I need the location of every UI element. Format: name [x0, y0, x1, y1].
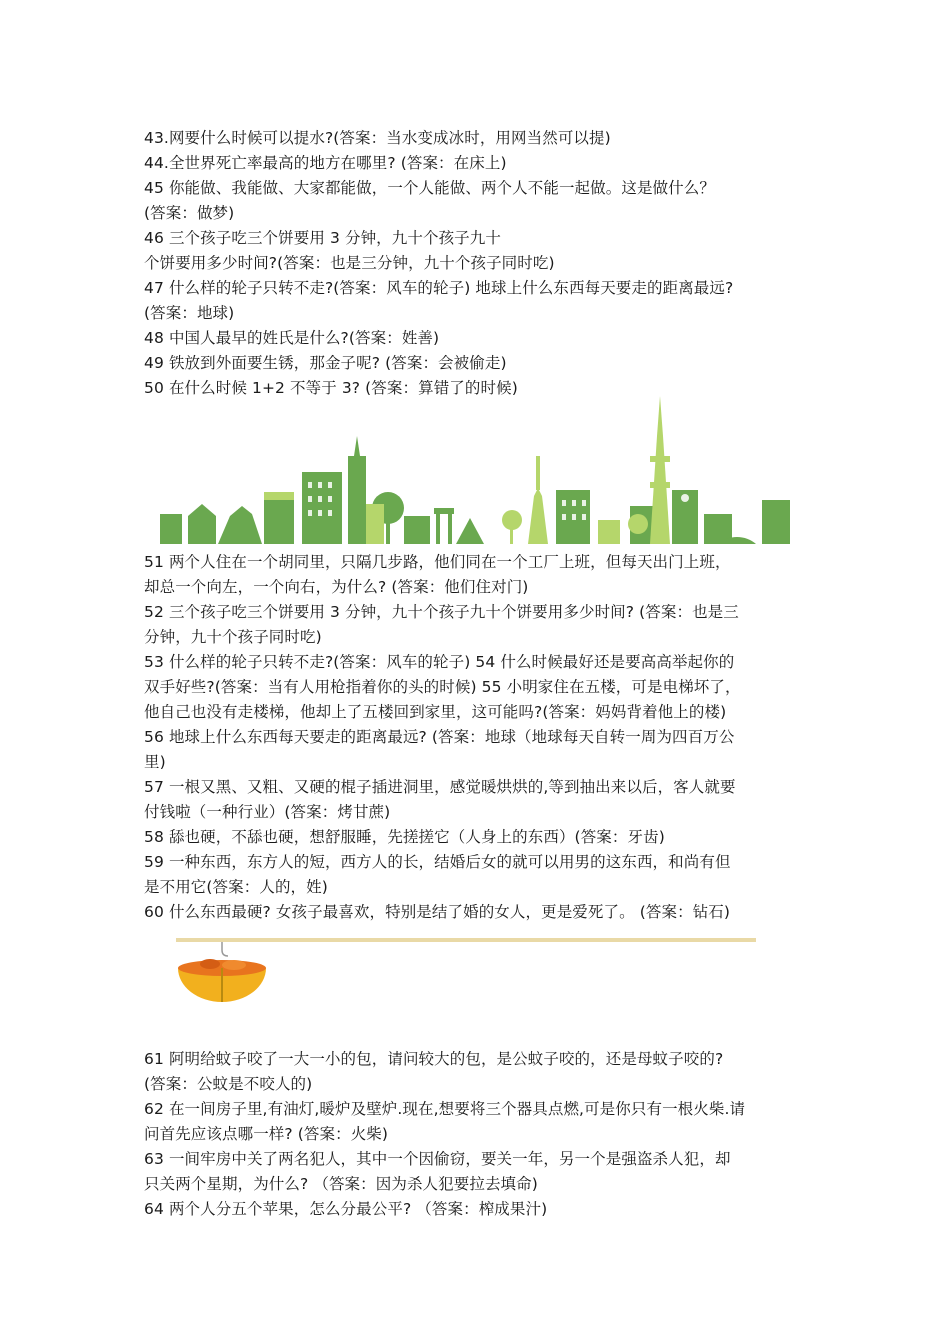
- riddle-line: 付钱啦（一种行业）(答案：烤甘蔗): [144, 803, 391, 821]
- city-skyline-illustration: [152, 396, 804, 544]
- riddle-line: 56 地球上什么东西每天要走的距离最远? (答案：地球（地球每天自转一周为四百万公: [144, 728, 735, 746]
- riddle-line: 51 两个人住在一个胡同里，只隔几步路，他们同在一个工厂上班，但每天出门上班，: [144, 553, 731, 571]
- riddle-line: 52 三个孩子吃三个饼要用 3 分钟，九十个孩子九十个饼要用多少时间? (答案：也是三: [144, 603, 739, 621]
- riddle-line: 61 阿明给蚊子咬了一大一小的包，请问较大的包，是公蚊子咬的，还是母蚊子咬的?: [144, 1050, 724, 1068]
- riddle-line: 45 你能做、我能做、大家都能做，一个人能做、两个人不能一起做。这是做什么？: [144, 179, 715, 197]
- riddle-line: 个饼要用多少时间?(答案：也是三分钟，九十个孩子同时吃): [144, 254, 555, 272]
- riddle-line: (答案：地球): [144, 304, 235, 322]
- riddle-line: 50 在什么时候 1+2 不等于 3? (答案：算错了的时候): [144, 379, 518, 397]
- riddle-line: 62 在一间房子里,有油灯,暖炉及壁炉.现在,想要将三个器具点燃,可是你只有一根火柴.请: [144, 1100, 746, 1118]
- riddle-line: 57 一根又黑、又粗、又硬的棍子插进洞里，感觉暖烘烘的,等到抽出来以后，客人就要: [144, 778, 736, 796]
- riddle-line: 64 两个人分五个苹果，怎么分最公平? （答案：榨成果汁): [144, 1200, 548, 1218]
- riddle-line: 47 什么样的轮子只转不走?(答案：风车的轮子) 地球上什么东西每天要走的距离最远?: [144, 279, 734, 297]
- umbrella-divider-illustration: [170, 930, 770, 1006]
- riddle-line: 58 舔也硬，不舔也硬，想舒服睡，先搓搓它（人身上的东西）(答案：牙齿): [144, 828, 665, 846]
- riddle-line: (答案：公蚊是不咬人的): [144, 1075, 313, 1093]
- riddle-line: 59 一种东西，东方人的短，西方人的长，结婚后女的就可以用男的这东西，和尚有但: [144, 853, 731, 871]
- riddle-line: 53 什么样的轮子只转不走?(答案：风车的轮子) 54 什么时候最好还是要高高举起你的: [144, 653, 735, 671]
- riddle-line: 44.全世界死亡率最高的地方在哪里? (答案：在床上): [144, 154, 507, 172]
- riddle-line: 只关两个星期，为什么? （答案：因为杀人犯要拉去填命): [144, 1175, 538, 1193]
- riddle-line: 问首先应该点哪一样? (答案：火柴): [144, 1125, 389, 1143]
- riddle-line: (答案：做梦): [144, 204, 235, 222]
- divider-line: [176, 938, 756, 942]
- riddle-line: 43.网要什么时候可以提水?(答案：当水变成冰时，用网当然可以提): [144, 129, 611, 147]
- riddle-line: 是不用它(答案：人的，姓): [144, 878, 328, 896]
- riddle-line: 双手好些?(答案：当有人用枪指着你的头的时候) 55 小明家住在五楼，可是电梯坏了，: [144, 678, 741, 696]
- riddle-line: 49 铁放到外面要生锈，那金子呢? (答案：会被偷走): [144, 354, 507, 372]
- riddle-line: 却总一个向左，一个向右，为什么? (答案：他们住对门): [144, 578, 529, 596]
- riddle-line: 里): [144, 753, 166, 771]
- riddle-line: 46 三个孩子吃三个饼要用 3 分钟，九十个孩子九十: [144, 229, 501, 247]
- riddle-line: 分钟，九十个孩子同时吃): [144, 628, 322, 646]
- riddle-line: 60 什么东西最硬? 女孩子最喜欢，特别是结了婚的女人，更是爱死了。 (答案：钻石): [144, 903, 731, 921]
- riddle-line: 48 中国人最早的姓氏是什么?(答案：姓善): [144, 329, 440, 347]
- riddle-line: 他自己也没有走楼梯，他却上了五楼回到家里，这可能吗?(答案：妈妈背着他上的楼): [144, 703, 727, 721]
- riddle-line: 63 一间牢房中关了两名犯人，其中一个因偷窃，要关一年，另一个是强盗杀人犯，却: [144, 1150, 731, 1168]
